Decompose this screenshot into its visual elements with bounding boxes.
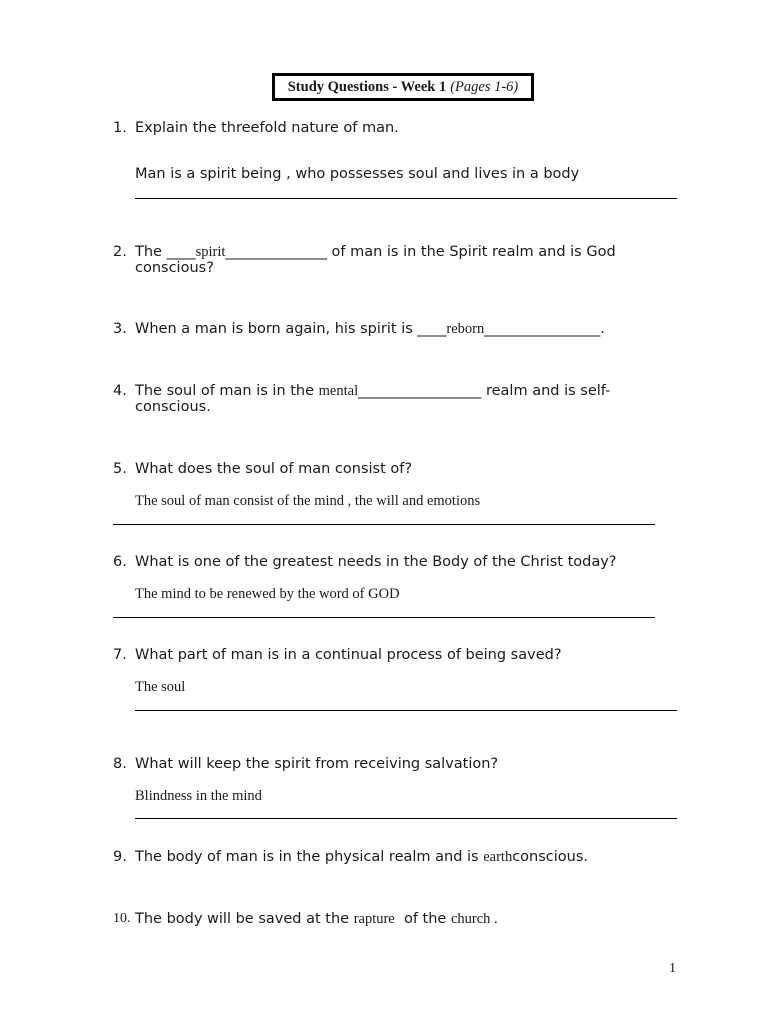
question-number: 5. xyxy=(113,461,127,477)
question-text: What part of man is in a continual process of being saved? xyxy=(135,647,562,663)
question-number: 10. xyxy=(113,911,131,926)
answer-8: Blindness in the mind xyxy=(135,788,262,804)
question-number: 2. xyxy=(113,244,127,260)
answer-1: Man is a spirit being , who possesses soul and lives in a body xyxy=(135,166,580,182)
question-text: What will keep the spirit from receiving salvation? xyxy=(135,756,499,772)
title-pages: (Pages 1-6) xyxy=(450,78,519,95)
question-6 xyxy=(113,554,673,570)
question-text xyxy=(135,244,673,276)
question-2 xyxy=(113,244,673,276)
fill-in-answer: rapture xyxy=(353,911,395,927)
answer-line xyxy=(135,710,677,711)
question-text-end: ________________. xyxy=(484,321,605,337)
question-text-end: . xyxy=(490,911,498,927)
question-7 xyxy=(113,647,673,663)
question-text xyxy=(135,321,673,337)
question-8 xyxy=(113,756,673,772)
question-text-start: The ____ xyxy=(135,244,196,260)
question-text: What does the soul of man consist of? xyxy=(135,461,413,477)
question-number: 7. xyxy=(113,647,127,663)
question-text-end: _________________ realm and is self-conscious. xyxy=(135,383,611,415)
fill-in-answer: earth xyxy=(483,849,513,865)
question-text-middle: of the xyxy=(394,911,451,927)
answer-line xyxy=(135,818,677,819)
answer-5: The soul of man consist of the mind , the will and emotions xyxy=(135,493,481,509)
question-10 xyxy=(113,911,673,927)
question-9 xyxy=(113,849,673,865)
page-number: 1 xyxy=(669,961,676,976)
question-4 xyxy=(113,383,673,415)
question-text-end: ______________ of man is in the Spirit realm and is God conscious? xyxy=(135,244,616,276)
question-text xyxy=(135,849,673,865)
question-text: What is one of the greatest needs in the Body of the Christ today? xyxy=(135,554,617,570)
answer-6: The mind to be renewed by the word of GOD xyxy=(135,586,400,602)
question-number: 1. xyxy=(113,120,127,136)
question-text-start: When a man is born again, his spirit is ____ xyxy=(135,321,447,337)
answer-7: The soul xyxy=(135,679,186,695)
answer-line xyxy=(135,198,677,199)
question-text-start: The body will be saved at the xyxy=(135,911,354,927)
fill-in-answer: reborn xyxy=(446,321,485,337)
fill-in-answer: mental xyxy=(318,383,359,399)
question-number: 9. xyxy=(113,849,127,865)
title-text: Study Questions - Week 1 xyxy=(287,78,447,95)
question-5 xyxy=(113,461,673,477)
question-number: 3. xyxy=(113,321,127,337)
question-number: 4. xyxy=(113,383,127,399)
question-text-end: conscious. xyxy=(512,849,589,865)
question-text-start: The body of man is in the physical realm and is xyxy=(135,849,484,865)
question-number: 8. xyxy=(113,756,127,772)
page-title xyxy=(272,73,534,101)
answer-line xyxy=(113,524,655,525)
question-text: Explain the threefold nature of man. xyxy=(135,120,399,136)
question-text xyxy=(135,383,673,415)
fill-in-answer-2: church xyxy=(450,911,491,927)
question-text xyxy=(135,911,673,927)
answer-line xyxy=(113,617,655,618)
fill-in-answer: spirit xyxy=(195,244,226,260)
question-3 xyxy=(113,321,673,337)
question-1 xyxy=(113,120,673,136)
question-text-start: The soul of man is in the xyxy=(135,383,319,399)
question-number: 6. xyxy=(113,554,127,570)
